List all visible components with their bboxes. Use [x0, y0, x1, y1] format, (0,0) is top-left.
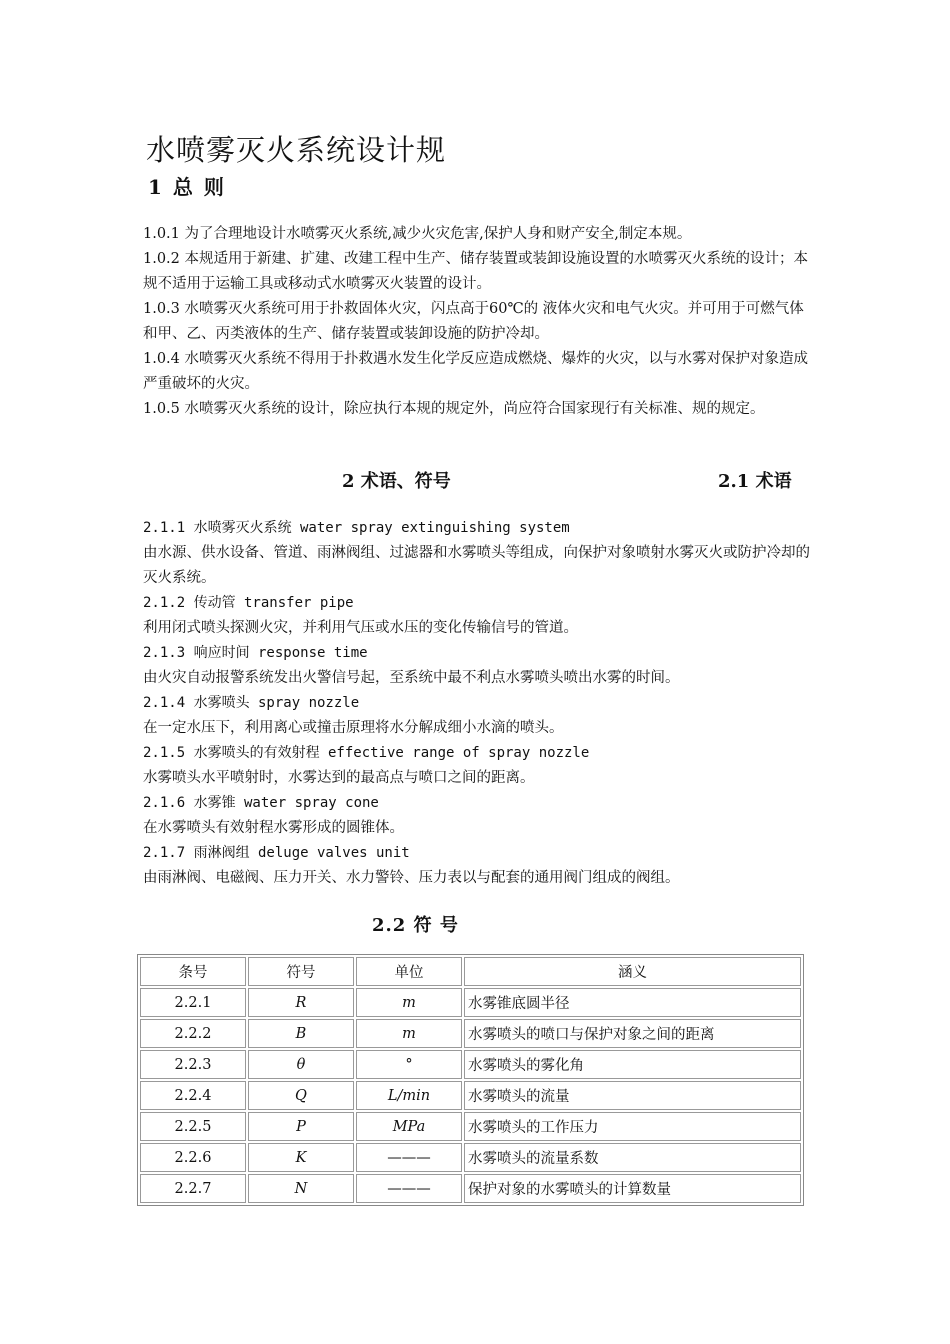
symbol-cell: R — [248, 988, 354, 1017]
column-header: 单位 — [356, 957, 462, 986]
clause-1-0-4: 1.0.4 水喷雾灭火系统不得用于扑救遇水发生化学反应造成燃烧、爆炸的火灾，以与水雾对保护对象造成严重破坏的火灾。 — [143, 351, 808, 392]
clause-number-cell: 2.2.3 — [140, 1050, 246, 1079]
term-heading: 2.1.5 水雾喷头的有效射程 effective range of spray nozzle — [143, 745, 590, 761]
meaning-cell: 水雾喷头的工作压力 — [464, 1112, 801, 1141]
table-row — [140, 988, 801, 1017]
symbol-cell: P — [248, 1112, 354, 1141]
term-definition: 在一定水压下，利用离心或撞击原理将水分解成细小水滴的喷头。 — [143, 720, 564, 736]
unit-cell: m — [356, 988, 462, 1017]
symbol-cell: Q — [248, 1081, 354, 1110]
clause-number-cell: 2.2.6 — [140, 1143, 246, 1172]
symbol-cell: K — [248, 1143, 354, 1172]
term-definition: 由雨淋阀、电磁阀、压力开关、水力警铃、压力表以与配套的通用阀门组成的阀组。 — [143, 870, 680, 886]
term-definition: 在水雾喷头有效射程水雾形成的圆锥体。 — [143, 820, 404, 836]
meaning-cell: 水雾锥底圆半径 — [464, 988, 801, 1017]
clause-number-cell: 2.2.7 — [140, 1174, 246, 1203]
term-heading: 2.1.2 传动管 transfer pipe — [143, 595, 354, 611]
table-row — [140, 1143, 801, 1172]
symbol-cell: θ — [248, 1050, 354, 1079]
clause-1-0-2: 1.0.2 本规适用于新建、扩建、改建工程中生产、储存装置或装卸设施设置的水喷雾灭火系统的设计；本规不适用于运输工具或移动式水喷雾灭火装置的设计。 — [143, 251, 808, 292]
term-heading: 2.1.4 水雾喷头 spray nozzle — [143, 695, 360, 711]
table-row — [140, 1019, 801, 1048]
clause-number-cell: 2.2.2 — [140, 1019, 246, 1048]
clause-1-0-5: 1.0.5 水喷雾灭火系统的设计，除应执行本规的规定外，尚应符合国家现行有关标准、规的规定。 — [143, 401, 765, 417]
clause-number-cell: 2.2.5 — [140, 1112, 246, 1141]
meaning-cell: 水雾喷头的喷口与保护对象之间的距离 — [464, 1019, 801, 1048]
meaning-cell: 保护对象的水雾喷头的计算数量 — [464, 1174, 801, 1203]
chapter-2-heading: 2 术语、符号 — [342, 471, 451, 492]
unit-cell: ——— — [356, 1174, 462, 1203]
column-header: 符号 — [248, 957, 354, 986]
unit-cell: L/min — [356, 1081, 462, 1110]
clause-1-0-1: 1.0.1 为了合理地设计水喷雾灭火系统,减少火灾危害,保护人身和财产安全,制定本规。 — [143, 226, 692, 242]
section-2-1-heading: 2.1 术语 — [718, 471, 792, 492]
symbols-table — [137, 954, 804, 1206]
term-definition: 由水源、供水设备、管道、雨淋阀组、过滤器和水雾喷头等组成，向保护对象喷射水雾灭火或防护冷却的灭火系统。 — [143, 545, 810, 586]
table-row — [140, 1174, 801, 1203]
term-definition: 利用闭式喷头探测火灾，并利用气压或水压的变化传输信号的管道。 — [143, 620, 578, 636]
table-row — [140, 1112, 801, 1141]
clause-number-cell: 2.2.1 — [140, 988, 246, 1017]
meaning-cell: 水雾喷头的流量 — [464, 1081, 801, 1110]
table-header-row — [140, 957, 801, 986]
document-title: 水喷雾灭火系统设计规 — [146, 133, 447, 167]
table-row — [140, 1050, 801, 1079]
term-heading: 2.1.1 水喷雾灭火系统 water spray extinguishing system — [143, 520, 570, 536]
term-heading: 2.1.7 雨淋阀组 deluge valves unit — [143, 845, 410, 861]
term-heading: 2.1.3 响应时间 response time — [143, 645, 368, 661]
column-header: 涵义 — [464, 957, 801, 986]
meaning-cell: 水雾喷头的流量系数 — [464, 1143, 801, 1172]
term-definition: 水雾喷头水平喷射时，水雾达到的最高点与喷口之间的距离。 — [143, 770, 535, 786]
clause-1-0-3: 1.0.3 水喷雾灭火系统可用于扑救固体火灾，闪点高于60℃的 液体火灾和电气火灾。并可用于可燃气体和甲、乙、丙类液体的生产、储存装置或装卸设施的防护冷却。 — [143, 301, 804, 342]
term-definition: 由火灾自动报警系统发出火警信号起，至系统中最不利点水雾喷头喷出水雾的时间。 — [143, 670, 680, 686]
table-row — [140, 1081, 801, 1110]
chapter-1-heading: 1 总 则 — [148, 175, 226, 199]
meaning-cell: 水雾喷头的雾化角 — [464, 1050, 801, 1079]
unit-cell: m — [356, 1019, 462, 1048]
section-2-2-heading: 2.2 符 号 — [372, 915, 459, 936]
unit-cell: MPa — [356, 1112, 462, 1141]
symbol-cell: B — [248, 1019, 354, 1048]
chapter-2-heading-row — [142, 467, 802, 495]
column-header: 条号 — [140, 957, 246, 986]
clause-number-cell: 2.2.4 — [140, 1081, 246, 1110]
term-heading: 2.1.6 水雾锥 water spray cone — [143, 795, 379, 811]
symbol-cell: N — [248, 1174, 354, 1203]
unit-cell: ° — [356, 1050, 462, 1079]
unit-cell: ——— — [356, 1143, 462, 1172]
